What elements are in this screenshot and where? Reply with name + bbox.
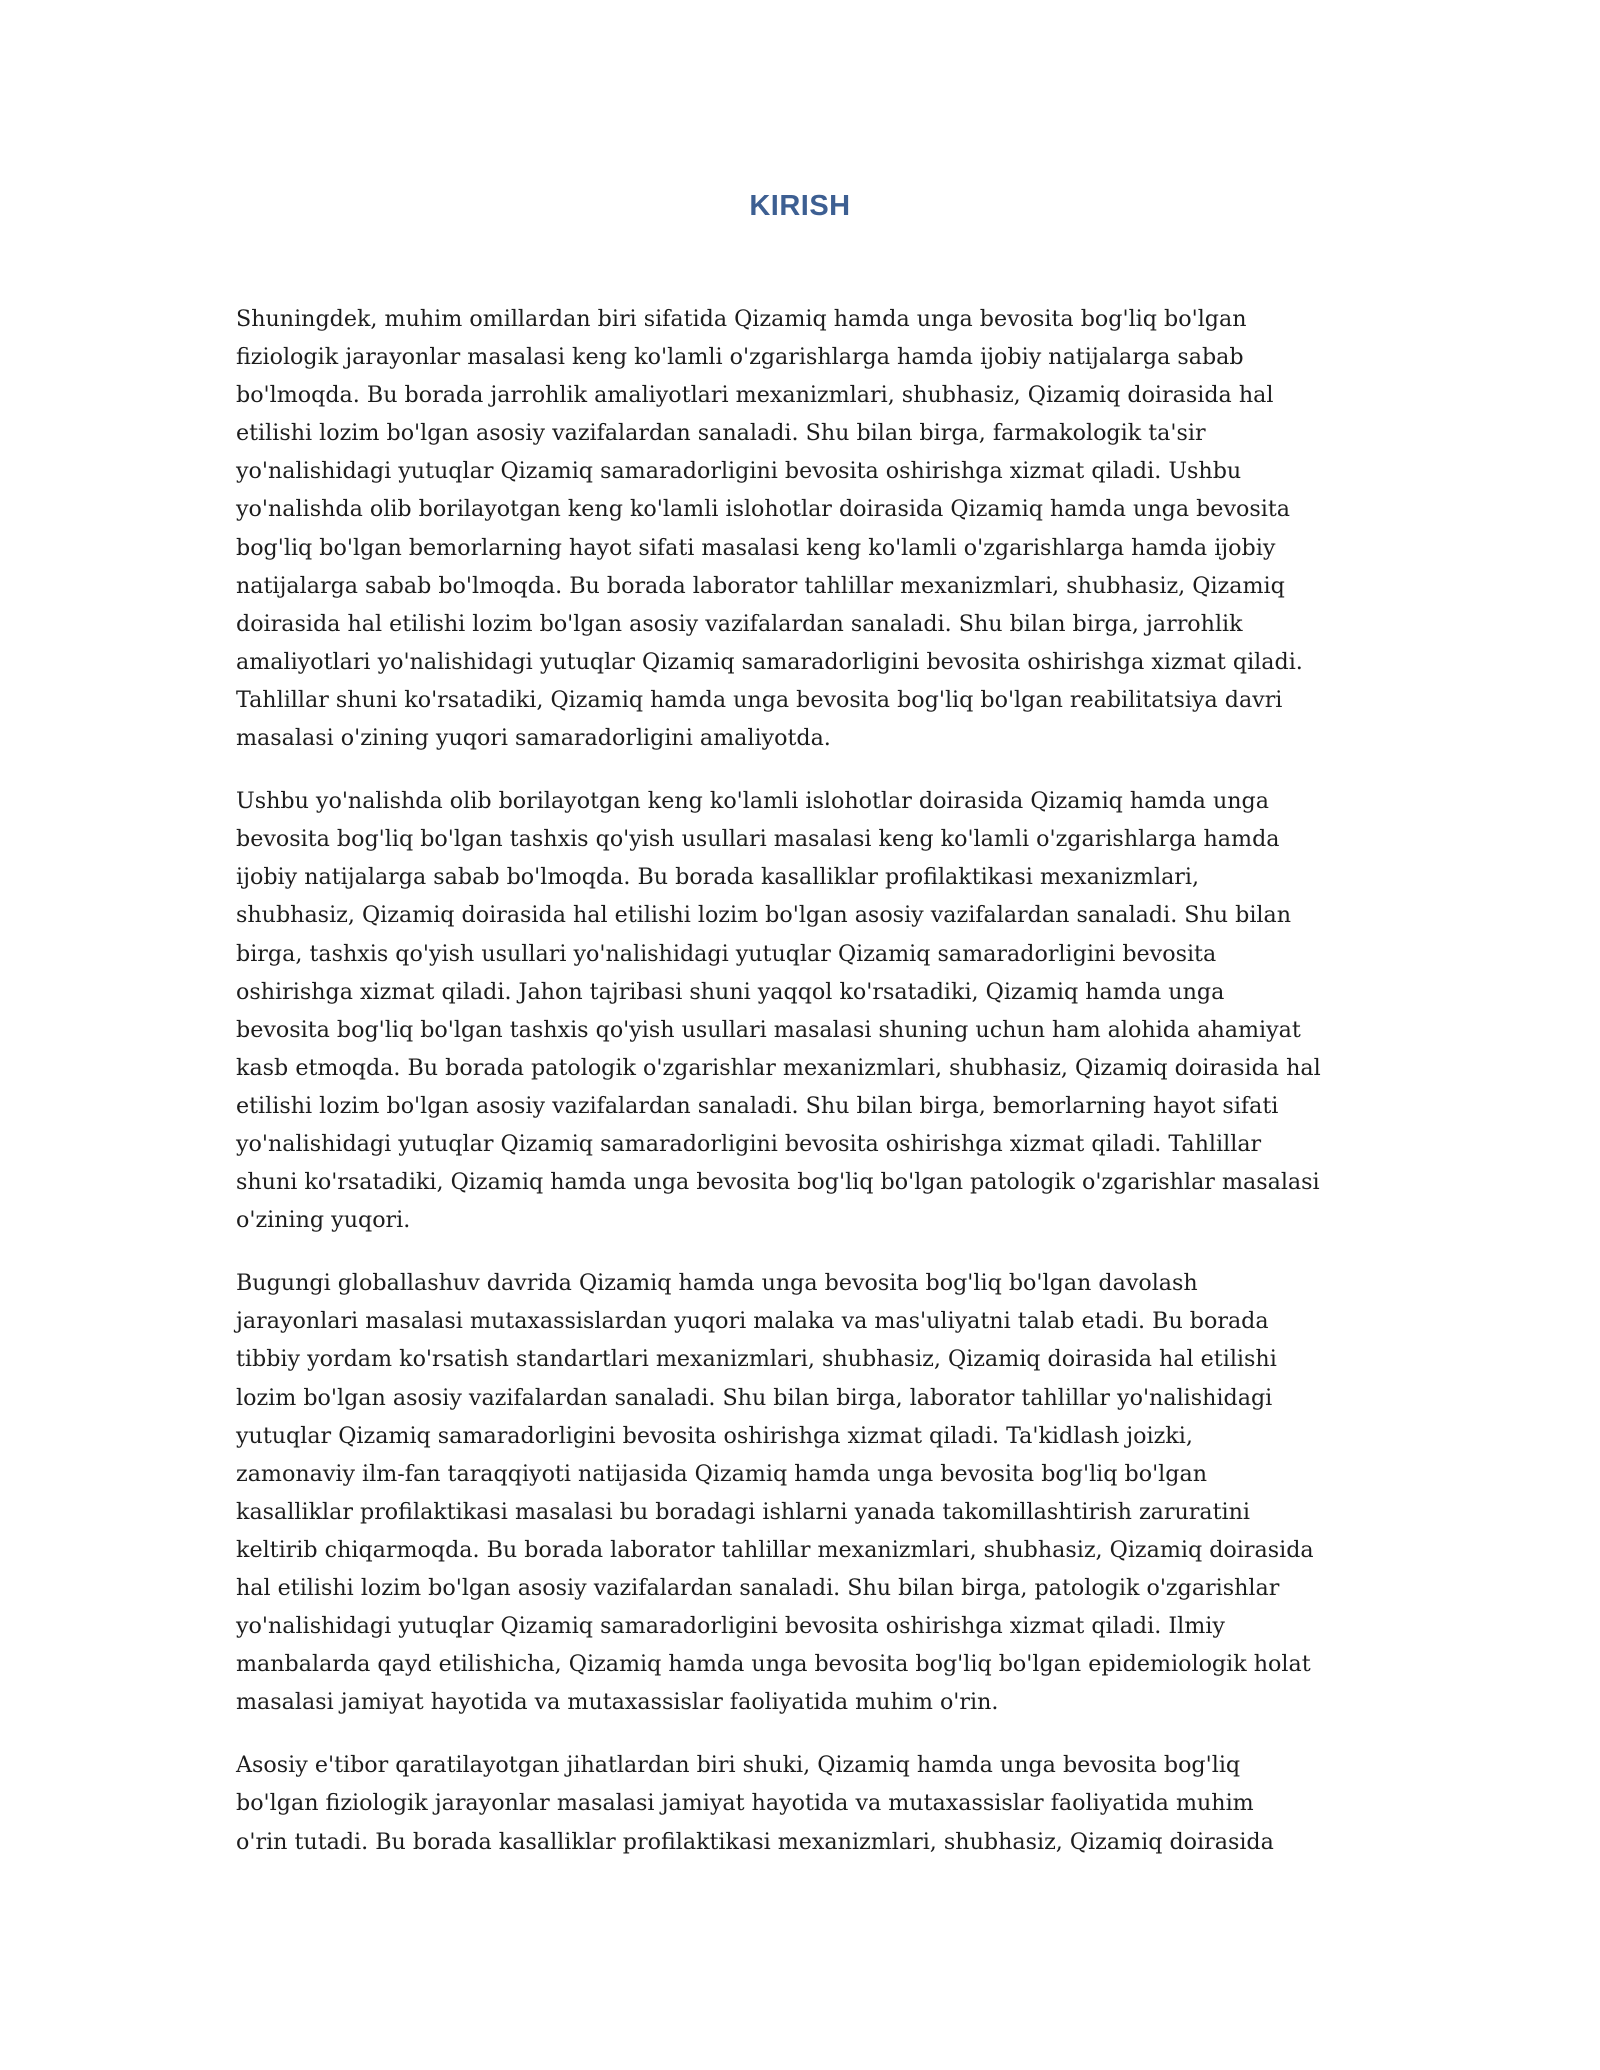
- paragraph-2: [236, 782, 1366, 1239]
- text-line: natijalarga sabab bo'lmoqda. Bu borada laborator tahlillar mexanizmlari, shubhasiz, Qizamiq: [236, 572, 1285, 599]
- text-line: kasb etmoqda. Bu borada patologik o'zgarishlar mexanizmlari, shubhasiz, Qizamiq doirasida hal: [236, 1054, 1321, 1081]
- text-line: yutuqlar Qizamiq samaradorligini bevosita oshirishga xizmat qiladi. Ta'kidlash joizki,: [236, 1422, 1193, 1449]
- text-line: yo'nalishidagi yutuqlar Qizamiq samaradorligini bevosita oshirishga xizmat qiladi. Ilmiy: [236, 1613, 1225, 1640]
- text-line: Tahlillar shuni ko'rsatadiki, Qizamiq hamda unga bevosita bog'liq bo'lgan reabilitatsiya davri: [236, 686, 1283, 713]
- text-line: zamonaviy ilm-fan taraqqiyoti natijasida Qizamiq hamda unga bevosita bog'liq bo'lgan: [236, 1460, 1207, 1487]
- text-line: amaliyotlari yo'nalishidagi yutuqlar Qizamiq samaradorligini bevosita oshirishga xizmat qiladi.: [236, 648, 1303, 675]
- text-line: kasalliklar profilaktikasi masalasi bu boradagi ishlarni yanada takomillashtirish zaruratini: [236, 1498, 1250, 1525]
- paragraph-3: [236, 1264, 1366, 1721]
- text-line: yo'nalishda olib borilayotgan keng ko'lamli islohotlar doirasida Qizamiq hamda unga bevosita: [236, 496, 1290, 523]
- text-line: lozim bo'lgan asosiy vazifalardan sanaladi. Shu bilan birga, laborator tahlillar yo'nalishidagi: [236, 1384, 1273, 1411]
- text-line: shuni ko'rsatadiki, Qizamiq hamda unga bevosita bog'liq bo'lgan patologik o'zgarishlar masalasi: [236, 1169, 1320, 1196]
- text-line: masalasi o'zining yuqori samaradorligini amaliyotda.: [236, 725, 831, 752]
- text-line: bevosita bog'liq bo'lgan tashxis qo'yish usullari masalasi keng ko'lamli o'zgarishlarga hamda: [236, 826, 1280, 853]
- text-line: oshirishga xizmat qiladi. Jahon tajribasi shuni yaqqol ko'rsatadiki, Qizamiq hamda unga: [236, 978, 1225, 1005]
- text-line: shubhasiz, Qizamiq doirasida hal etilishi lozim bo'lgan asosiy vazifalardan sanaladi. Shu bilan: [236, 902, 1292, 929]
- text-line: Ushbu yo'nalishda olib borilayotgan keng ko'lamli islohotlar doirasida Qizamiq hamda unga: [236, 788, 1269, 815]
- text-line: bevosita bog'liq bo'lgan tashxis qo'yish usullari masalasi shuning uchun ham alohida ahamiyat: [236, 1016, 1301, 1043]
- text-line: bog'liq bo'lgan bemorlarning hayot sifati masalasi keng ko'lamli o'zgarishlarga hamda ijobiy: [236, 534, 1276, 561]
- text-line: Bugungi globallashuv davrida Qizamiq hamda unga bevosita bog'liq bo'lgan davolash: [236, 1270, 1198, 1297]
- text-line: hal etilishi lozim bo'lgan asosiy vazifalardan sanaladi. Shu bilan birga, patologik o'zgarishlar: [236, 1575, 1280, 1601]
- paragraph-4: [236, 1746, 1366, 1860]
- page-title: KIRISH: [749, 190, 851, 222]
- text-line: masalasi jamiyat hayotida va mutaxassislar faoliyatida muhim o'rin.: [236, 1689, 999, 1716]
- text-line: etilishi lozim bo'lgan asosiy vazifalardan sanaladi. Shu bilan birga, bemorlarning hayot sifati: [236, 1092, 1279, 1119]
- text-line: jarayonlari masalasi mutaxassislardan yuqori malaka va mas'uliyatni talab etadi. Bu borada: [236, 1308, 1269, 1335]
- text-line: Shuningdek, muhim omillardan biri sifatida Qizamiq hamda unga bevosita bog'liq bo'lgan: [236, 306, 1247, 332]
- text-line: yo'nalishidagi yutuqlar Qizamiq samaradorligini bevosita oshirishga xizmat qiladi. Ushbu: [236, 458, 1242, 485]
- text-line: doirasida hal etilishi lozim bo'lgan asosiy vazifalardan sanaladi. Shu bilan birga, jarrohlik: [236, 610, 1243, 637]
- text-line: yo'nalishidagi yutuqlar Qizamiq samaradorligini bevosita oshirishga xizmat qiladi. Tahlillar: [236, 1130, 1262, 1157]
- text-line: ijobiy natijalarga sabab bo'lmoqda. Bu borada kasalliklar profilaktikasi mexanizmlari,: [236, 864, 1200, 891]
- paragraph-1: [236, 300, 1366, 757]
- document-body: [236, 300, 1366, 1886]
- text-line: keltirib chiqarmoqda. Bu borada laborator tahlillar mexanizmlari, shubhasiz, Qizamiq doirasida: [236, 1536, 1314, 1563]
- text-line: o'rin tutadi. Bu borada kasalliklar profilaktikasi mexanizmlari, shubhasiz, Qizamiq doirasida: [236, 1828, 1274, 1855]
- text-line: o'zining yuqori.: [236, 1207, 411, 1234]
- text-line: Asosiy e'tibor qaratilayotgan jihatlardan biri shuki, Qizamiq hamda unga bevosita bog'liq: [236, 1752, 1241, 1779]
- text-line: tibbiy yordam ko'rsatish standartlari mexanizmlari, shubhasiz, Qizamiq doirasida hal etilishi: [236, 1346, 1277, 1373]
- text-line: birga, tashxis qo'yish usullari yo'nalishidagi yutuqlar Qizamiq samaradorligini bevosita: [236, 940, 1217, 967]
- text-line: bo'lmoqda. Bu borada jarrohlik amaliyotlari mexanizmlari, shubhasiz, Qizamiq doirasida hal: [236, 382, 1274, 409]
- text-line: etilishi lozim bo'lgan asosiy vazifalardan sanaladi. Shu bilan birga, farmakologik ta'sir: [236, 420, 1206, 447]
- text-line: bo'lgan fiziologik jarayonlar masalasi jamiyat hayotida va mutaxassislar faoliyatida muhim: [236, 1790, 1254, 1817]
- text-line: fiziologik jarayonlar masalasi keng ko'lamli o'zgarishlarga hamda ijobiy natijalarga sabab: [236, 344, 1244, 371]
- text-line: manbalarda qayd etilishicha, Qizamiq hamda unga bevosita bog'liq bo'lgan epidemiologik holat: [236, 1651, 1311, 1678]
